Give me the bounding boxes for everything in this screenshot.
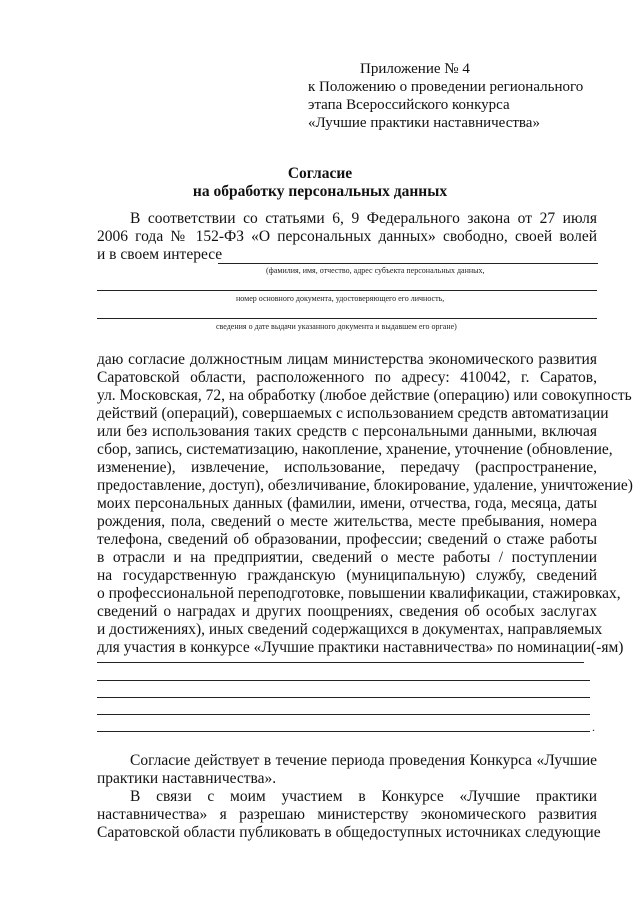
body-line: в отрасли и на предприятии, сведений о месте работы / поступлении xyxy=(97,549,597,566)
body-line: для участия в конкурсе «Лучшие практики наставничества» по номинации(-ям) xyxy=(97,639,624,656)
body-line: или без использования таких средств с персональными данными, включая xyxy=(97,423,597,440)
issue-caption: сведения о дате выдачи указанного документа и выдавшем его органе) xyxy=(216,322,457,331)
body-line: сведений о наградах и других поощрениях, сведения об особых заслугах xyxy=(97,603,597,620)
body-line: Саратовской области, расположенного по адресу: 410042, г. Саратов, xyxy=(97,369,597,386)
body-line: и достижениях), иных сведений содержащихся в документах, направляемых xyxy=(97,621,603,638)
body-line: телефона, сведений об образовании, профессии; сведений о стаже работы xyxy=(97,531,597,548)
nomination-fill-line xyxy=(97,731,590,732)
body-line: на государственную гражданскую (муниципальную) службу, сведений xyxy=(97,567,597,584)
intro-line: В соответствии со статьями 6, 9 Федерального закона от 27 июля xyxy=(130,210,597,227)
body-line: даю согласие должностным лицам министерства экономического развития xyxy=(97,351,597,368)
body-line: моих персональных данных (фамилии, имени, отчества, года, месяца, даты xyxy=(97,495,597,512)
intro-line: 2006 года № 152-ФЗ «О персональных данных» свободно, своей волей xyxy=(97,228,597,245)
intro-line: и в своем интересе xyxy=(97,246,223,263)
appendix-line: к Положению о проведении регионального xyxy=(308,79,584,95)
consent-period-line: практики наставничества». xyxy=(97,770,277,787)
body-line: сбор, запись, систематизацию, накопление, хранение, уточнение (обновление, xyxy=(97,441,613,458)
body-line: изменение), извлечение, использование, передачу (распространение, xyxy=(97,459,597,476)
nomination-fill-line xyxy=(97,680,590,681)
appendix-line: этапа Всероссийского конкурса xyxy=(308,97,510,113)
publication-line: В связи с моим участием в Конкурсе «Лучшие практики xyxy=(130,788,597,805)
document-title: Согласие xyxy=(287,165,353,182)
document-fill-line xyxy=(97,290,597,291)
body-line: рождения, пола, сведений о месте жительства, месте пребывания, номера xyxy=(97,513,597,530)
appendix-line: «Лучшие практики наставничества» xyxy=(308,115,540,131)
fio-fill-line xyxy=(218,263,598,264)
fio-caption: (фамилия, имя, отчество, адрес субъекта персональных данных, xyxy=(266,266,485,275)
consent-period-line: Согласие действует в течение периода проведения Конкурса «Лучшие xyxy=(130,752,597,769)
nomination-fill-line xyxy=(97,714,590,715)
document-subtitle: на обработку персональных данных xyxy=(192,183,448,200)
closing-dot: . xyxy=(592,720,595,734)
nomination-fill-line xyxy=(97,697,590,698)
body-line: ул. Московская, 72, на обработку (любое действие (операцию) или совокупность xyxy=(97,387,632,404)
issue-fill-line xyxy=(97,318,597,319)
publication-line: наставничества» я разрешаю министерству экономического развития xyxy=(97,806,597,823)
appendix-number: Приложение № 4 xyxy=(360,61,470,77)
nomination-fill-line xyxy=(97,662,584,663)
body-line: предоставление, доступ), обезличивание, блокирование, удаление, уничтожение) xyxy=(97,477,633,494)
body-line: о профессиональной переподготовке, повышении квалификации, стажировках, xyxy=(97,585,621,602)
publication-line: Саратовской области публиковать в общедоступных источниках следующие xyxy=(97,824,601,841)
document-caption: номер основного документа, удостоверяющего его личность, xyxy=(236,294,445,303)
body-line: действий (операций), совершаемых с использованием средств автоматизации xyxy=(97,405,609,422)
appendix-header xyxy=(308,60,583,132)
